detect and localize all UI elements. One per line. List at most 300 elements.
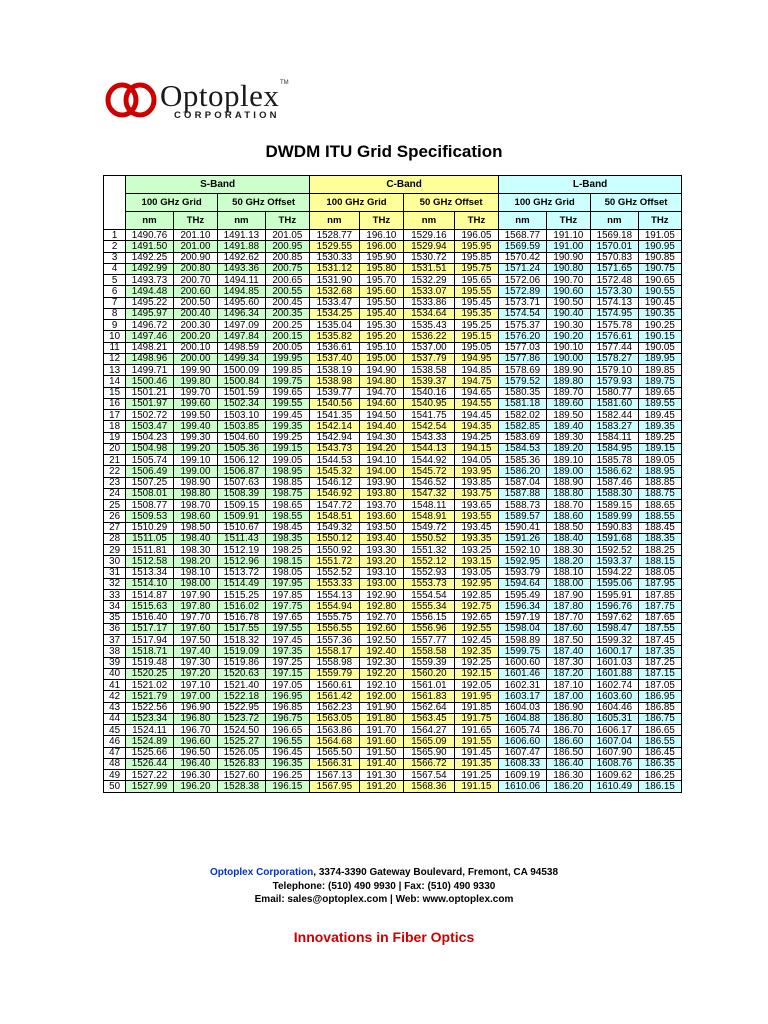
table-cell: 194.05 [454, 455, 498, 466]
table-row [104, 758, 682, 769]
table-cell: 1573.71 [499, 297, 547, 308]
logo-trademark: TM [280, 80, 289, 86]
table-cell: 191.30 [359, 770, 403, 781]
table-cell: 188.45 [638, 522, 681, 533]
table-cell: 1492.25 [126, 252, 174, 263]
table-cell: 187.35 [638, 646, 681, 657]
row-number-cell: 48 [104, 758, 126, 769]
table-cell: 199.35 [265, 421, 309, 432]
table-cell: 199.75 [265, 376, 309, 387]
table-cell: 195.90 [359, 252, 403, 263]
table-cell: 1602.74 [591, 680, 639, 691]
table-cell: 1513.34 [126, 567, 174, 578]
table-cell: 1535.43 [404, 320, 455, 331]
table-cell: 187.90 [546, 590, 590, 601]
table-cell: 189.45 [638, 410, 681, 421]
logo-name: Optoplex [160, 78, 280, 113]
table-cell: 186.70 [546, 725, 590, 736]
table-row [104, 286, 682, 297]
unit-header: THz [173, 212, 217, 230]
table-row [104, 241, 682, 252]
table-cell: 1562.64 [404, 702, 455, 713]
table-cell: 1494.48 [126, 286, 174, 297]
table-cell: 194.95 [454, 353, 498, 364]
table-cell: 197.25 [265, 657, 309, 668]
table-cell: 190.45 [638, 297, 681, 308]
table-cell: 1492.62 [218, 252, 266, 263]
row-number-cell: 11 [104, 342, 126, 353]
table-cell: 1495.60 [218, 297, 266, 308]
table-cell: 1528.38 [218, 781, 266, 792]
table-cell: 1605.31 [591, 713, 639, 724]
table-cell: 1594.22 [591, 567, 639, 578]
row-number-cell: 16 [104, 398, 126, 409]
table-cell: 1494.11 [218, 275, 266, 286]
table-cell: 1558.58 [404, 646, 455, 657]
table-cell: 1532.68 [310, 286, 360, 297]
table-cell: 1531.51 [404, 263, 455, 274]
row-number-cell: 22 [104, 466, 126, 477]
table-cell: 192.50 [359, 635, 403, 646]
table-cell: 196.10 [359, 230, 403, 241]
table-cell: 1537.79 [404, 353, 455, 364]
c-band-header: C-Band [310, 176, 499, 194]
table-cell: 192.10 [359, 680, 403, 691]
table-cell: 1533.86 [404, 297, 455, 308]
table-row [104, 725, 682, 736]
table-cell: 1496.34 [218, 308, 266, 319]
unit-header: THz [359, 212, 403, 230]
table-cell: 186.80 [546, 713, 590, 724]
table-cell: 1579.10 [591, 365, 639, 376]
table-cell: 187.65 [638, 612, 681, 623]
table-cell: 1550.92 [310, 545, 360, 556]
table-cell: 193.85 [454, 477, 498, 488]
table-cell: 1561.83 [404, 691, 455, 702]
table-cell: 1522.56 [126, 702, 174, 713]
row-number-cell: 7 [104, 297, 126, 308]
table-cell: 1544.13 [404, 443, 455, 454]
table-cell: 195.15 [454, 331, 498, 342]
row-number-cell: 6 [104, 286, 126, 297]
table-cell: 1502.72 [126, 410, 174, 421]
table-cell: 199.95 [265, 353, 309, 364]
table-cell: 1519.09 [218, 646, 266, 657]
table-cell: 1568.77 [499, 230, 547, 241]
table-cell: 190.40 [546, 308, 590, 319]
logo-corporation: CORPORATION [174, 110, 280, 121]
table-cell: 195.10 [359, 342, 403, 353]
table-cell: 186.20 [546, 781, 590, 792]
table-cell: 1609.19 [499, 770, 547, 781]
table-cell: 1550.52 [404, 533, 455, 544]
table-cell: 187.50 [546, 635, 590, 646]
row-number-cell: 43 [104, 702, 126, 713]
table-row [104, 578, 682, 589]
table-cell: 1524.11 [126, 725, 174, 736]
table-cell: 200.55 [265, 286, 309, 297]
table-cell: 188.40 [546, 533, 590, 544]
row-number-cell: 44 [104, 713, 126, 724]
table-row [104, 590, 682, 601]
table-cell: 1514.49 [218, 578, 266, 589]
table-cell: 1539.77 [310, 387, 360, 398]
table-cell: 1500.46 [126, 376, 174, 387]
table-cell: 196.00 [359, 241, 403, 252]
table-cell: 196.35 [265, 758, 309, 769]
table-cell: 186.75 [638, 713, 681, 724]
table-cell: 1540.56 [310, 398, 360, 409]
table-cell: 1581.60 [591, 398, 639, 409]
row-number-cell: 40 [104, 668, 126, 679]
table-cell: 1520.63 [218, 668, 266, 679]
row-number-cell: 32 [104, 578, 126, 589]
table-cell: 1526.05 [218, 747, 266, 758]
table-cell: 1495.97 [126, 308, 174, 319]
table-cell: 192.35 [454, 646, 498, 657]
table-cell: 192.65 [454, 612, 498, 623]
table-cell: 1515.25 [218, 590, 266, 601]
table-cell: 197.90 [173, 590, 217, 601]
table-cell: 192.90 [359, 590, 403, 601]
table-cell: 1595.49 [499, 590, 547, 601]
table-cell: 199.10 [173, 455, 217, 466]
table-cell: 1607.90 [591, 747, 639, 758]
table-cell: 200.45 [265, 297, 309, 308]
table-cell: 1575.37 [499, 320, 547, 331]
table-cell: 1610.06 [499, 781, 547, 792]
table-cell: 1543.33 [404, 432, 455, 443]
table-cell: 190.75 [638, 263, 681, 274]
table-cell: 1587.04 [499, 477, 547, 488]
table-cell: 198.35 [265, 533, 309, 544]
table-cell: 1574.54 [499, 308, 547, 319]
table-cell: 190.95 [638, 241, 681, 252]
table-cell: 1494.85 [218, 286, 266, 297]
table-cell: 195.50 [359, 297, 403, 308]
row-number-cell: 49 [104, 770, 126, 781]
l-band-header: L-Band [499, 176, 682, 194]
table-cell: 1553.73 [404, 578, 455, 589]
table-cell: 1551.72 [310, 556, 360, 567]
row-number-cell: 18 [104, 421, 126, 432]
table-row [104, 736, 682, 747]
table-cell: 1519.86 [218, 657, 266, 668]
table-row [104, 432, 682, 443]
table-cell: 1498.59 [218, 342, 266, 353]
row-number-cell: 13 [104, 365, 126, 376]
table-row [104, 421, 682, 432]
table-cell: 192.60 [359, 623, 403, 634]
table-cell: 1589.99 [591, 511, 639, 522]
table-cell: 197.85 [265, 590, 309, 601]
table-cell: 1597.19 [499, 612, 547, 623]
table-cell: 186.40 [546, 758, 590, 769]
table-cell: 1581.18 [499, 398, 547, 409]
unit-header: nm [404, 212, 455, 230]
table-cell: 191.80 [359, 713, 403, 724]
table-cell: 197.95 [265, 578, 309, 589]
table-cell: 1526.83 [218, 758, 266, 769]
table-cell: 1596.76 [591, 601, 639, 612]
table-cell: 1603.60 [591, 691, 639, 702]
row-number-cell: 38 [104, 646, 126, 657]
table-cell: 186.65 [638, 725, 681, 736]
table-cell: 194.25 [454, 432, 498, 443]
table-cell: 1515.63 [126, 601, 174, 612]
table-cell: 1532.29 [404, 275, 455, 286]
table-cell: 186.60 [546, 736, 590, 747]
table-cell: 1589.57 [499, 511, 547, 522]
table-cell: 194.40 [359, 421, 403, 432]
table-cell: 199.65 [265, 387, 309, 398]
row-number-cell: 41 [104, 680, 126, 691]
table-cell: 1578.69 [499, 365, 547, 376]
table-cell: 187.95 [638, 578, 681, 589]
table-cell: 187.00 [546, 691, 590, 702]
table-cell: 201.05 [265, 230, 309, 241]
table-cell: 196.90 [173, 702, 217, 713]
table-cell: 1493.73 [126, 275, 174, 286]
table-cell: 187.15 [638, 668, 681, 679]
table-row [104, 376, 682, 387]
table-cell: 192.20 [359, 668, 403, 679]
table-cell: 1517.17 [126, 623, 174, 634]
table-cell: 1564.27 [404, 725, 455, 736]
table-cell: 1496.72 [126, 320, 174, 331]
table-cell: 186.35 [638, 758, 681, 769]
table-cell: 197.30 [173, 657, 217, 668]
table-cell: 1608.33 [499, 758, 547, 769]
table-cell: 1604.88 [499, 713, 547, 724]
table-row [104, 275, 682, 286]
table-cell: 1572.06 [499, 275, 547, 286]
table-cell: 1554.13 [310, 590, 360, 601]
table-cell: 1517.55 [218, 623, 266, 634]
table-cell: 193.80 [359, 488, 403, 499]
table-cell: 1492.99 [126, 263, 174, 274]
table-cell: 187.10 [546, 680, 590, 691]
table-cell: 200.60 [173, 286, 217, 297]
table-cell: 191.70 [359, 725, 403, 736]
table-cell: 1545.32 [310, 466, 360, 477]
table-cell: 200.80 [173, 263, 217, 274]
table-cell: 1524.50 [218, 725, 266, 736]
table-cell: 187.25 [638, 657, 681, 668]
table-cell: 1586.62 [591, 466, 639, 477]
table-cell: 1536.61 [310, 342, 360, 353]
table-cell: 194.80 [359, 376, 403, 387]
table-cell: 196.80 [173, 713, 217, 724]
table-cell: 1600.60 [499, 657, 547, 668]
table-cell: 198.10 [173, 567, 217, 578]
table-cell: 195.40 [359, 308, 403, 319]
table-cell: 1510.29 [126, 522, 174, 533]
table-cell: 190.65 [638, 275, 681, 286]
table-cell: 186.15 [638, 781, 681, 792]
table-cell: 196.60 [173, 736, 217, 747]
table-cell: 198.20 [173, 556, 217, 567]
table-cell: 1590.83 [591, 522, 639, 533]
table-cell: 190.90 [546, 252, 590, 263]
table-cell: 188.35 [638, 533, 681, 544]
table-cell: 190.55 [638, 286, 681, 297]
table-cell: 1509.53 [126, 511, 174, 522]
table-cell: 1497.46 [126, 331, 174, 342]
table-cell: 1503.47 [126, 421, 174, 432]
table-cell: 188.10 [546, 567, 590, 578]
row-number-cell: 36 [104, 623, 126, 634]
table-cell: 1502.34 [218, 398, 266, 409]
table-cell: 199.25 [265, 432, 309, 443]
row-number-cell: 30 [104, 556, 126, 567]
table-cell: 1504.23 [126, 432, 174, 443]
table-cell: 1512.96 [218, 556, 266, 567]
table-cell: 1491.88 [218, 241, 266, 252]
table-row [104, 522, 682, 533]
table-cell: 198.85 [265, 477, 309, 488]
footer-contact-line: Email: sales@optoplex.com | Web: www.optoplex.com [254, 894, 514, 905]
table-row [104, 781, 682, 792]
table-cell: 1567.13 [310, 770, 360, 781]
table-cell: 191.85 [454, 702, 498, 713]
table-cell: 189.80 [546, 376, 590, 387]
table-cell: 1544.92 [404, 455, 455, 466]
table-cell: 198.45 [265, 522, 309, 533]
table-cell: 1538.58 [404, 365, 455, 376]
table-cell: 198.55 [265, 511, 309, 522]
table-cell: 1591.26 [499, 533, 547, 544]
table-cell: 1535.04 [310, 320, 360, 331]
table-cell: 189.50 [546, 410, 590, 421]
table-cell: 199.50 [173, 410, 217, 421]
table-cell: 197.40 [173, 646, 217, 657]
table-cell: 188.20 [546, 556, 590, 567]
table-row [104, 387, 682, 398]
table-cell: 196.15 [265, 781, 309, 792]
table-cell: 1602.31 [499, 680, 547, 691]
table-cell: 1606.17 [591, 725, 639, 736]
table-cell: 1556.15 [404, 612, 455, 623]
table-cell: 1573.30 [591, 286, 639, 297]
table-cell: 1507.63 [218, 477, 266, 488]
table-cell: 197.10 [173, 680, 217, 691]
table-cell: 1580.35 [499, 387, 547, 398]
table-row [104, 556, 682, 567]
table-cell: 1572.89 [499, 286, 547, 297]
row-number-cell: 14 [104, 376, 126, 387]
table-cell: 1537.00 [404, 342, 455, 353]
table-cell: 1547.72 [310, 500, 360, 511]
table-cell: 195.70 [359, 275, 403, 286]
row-number-cell: 15 [104, 387, 126, 398]
table-cell: 197.15 [265, 668, 309, 679]
table-cell: 1561.42 [310, 691, 360, 702]
table-cell: 197.75 [265, 601, 309, 612]
table-cell: 196.70 [173, 725, 217, 736]
table-cell: 195.65 [454, 275, 498, 286]
table-cell: 1586.20 [499, 466, 547, 477]
table-cell: 1593.79 [499, 567, 547, 578]
table-cell: 1562.23 [310, 702, 360, 713]
table-cell: 194.35 [454, 421, 498, 432]
table-cell: 199.55 [265, 398, 309, 409]
table-body [104, 230, 682, 793]
table-cell: 1490.76 [126, 230, 174, 241]
table-cell: 1537.40 [310, 353, 360, 364]
table-cell: 194.70 [359, 387, 403, 398]
table-cell: 1552.12 [404, 556, 455, 567]
table-cell: 201.00 [173, 241, 217, 252]
table-cell: 1530.72 [404, 252, 455, 263]
table-cell: 197.60 [173, 623, 217, 634]
table-cell: 186.30 [546, 770, 590, 781]
table-cell: 1574.95 [591, 308, 639, 319]
table-cell: 196.20 [173, 781, 217, 792]
table-cell: 1509.91 [218, 511, 266, 522]
unit-header: nm [591, 212, 639, 230]
itu-grid-table [103, 175, 682, 793]
table-cell: 1605.74 [499, 725, 547, 736]
table-cell: 1527.99 [126, 781, 174, 792]
table-cell: 199.85 [265, 365, 309, 376]
table-row [104, 545, 682, 556]
table-cell: 195.60 [359, 286, 403, 297]
tagline: Innovations in Fiber Optics [293, 929, 475, 945]
row-number-cell: 9 [104, 320, 126, 331]
table-cell: 198.50 [173, 522, 217, 533]
table-cell: 1579.93 [591, 376, 639, 387]
table-cell: 199.90 [173, 365, 217, 376]
table-cell: 191.95 [454, 691, 498, 702]
table-cell: 1571.24 [499, 263, 547, 274]
optoplex-rings-icon [104, 80, 166, 120]
table-cell: 1599.75 [499, 646, 547, 657]
table-cell: 190.70 [546, 275, 590, 286]
table-cell: 1491.50 [126, 241, 174, 252]
table-cell: 1513.72 [218, 567, 266, 578]
table-cell: 197.65 [265, 612, 309, 623]
table-cell: 191.50 [359, 747, 403, 758]
table-cell: 1501.21 [126, 387, 174, 398]
table-cell: 1503.85 [218, 421, 266, 432]
table-cell: 193.35 [454, 533, 498, 544]
table-cell: 1498.21 [126, 342, 174, 353]
row-number-cell: 8 [104, 308, 126, 319]
table-cell: 1569.59 [499, 241, 547, 252]
table-cell: 1566.72 [404, 758, 455, 769]
unit-header: THz [638, 212, 681, 230]
table-cell: 186.25 [638, 770, 681, 781]
table-cell: 1601.46 [499, 668, 547, 679]
table-cell: 1575.78 [591, 320, 639, 331]
table-cell: 1527.60 [218, 770, 266, 781]
table-row [104, 533, 682, 544]
table-row [104, 770, 682, 781]
table-cell: 1598.47 [591, 623, 639, 634]
table-row [104, 567, 682, 578]
table-cell: 199.15 [265, 443, 309, 454]
table-cell: 1565.90 [404, 747, 455, 758]
table-cell: 187.40 [546, 646, 590, 657]
table-cell: 194.90 [359, 365, 403, 376]
table-cell: 1505.74 [126, 455, 174, 466]
table-cell: 1600.17 [591, 646, 639, 657]
table-cell: 197.50 [173, 635, 217, 646]
table-cell: 200.75 [265, 263, 309, 274]
table-cell: 1541.35 [310, 410, 360, 421]
table-cell: 193.45 [454, 522, 498, 533]
